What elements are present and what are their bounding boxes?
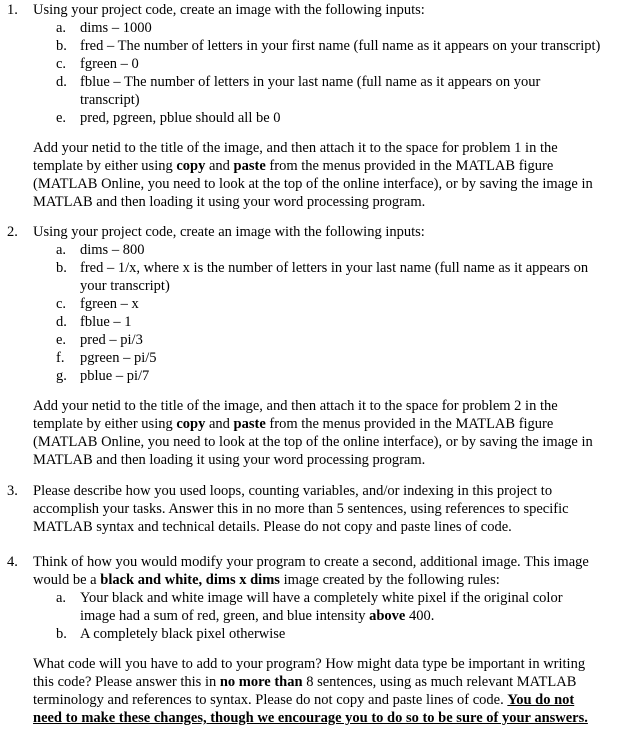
bold-term: no more than (219, 674, 303, 690)
question-line: Please describe how you used loops, counting variables, and/or indexing in this project to (33, 483, 553, 499)
instruction-line: this code? Please answer this in no more than 8 sentences, using as much relevant MATLAB (33, 674, 577, 690)
question-intro: Using your project code, create an image with the following inputs: (33, 2, 425, 18)
item-letter: g. (56, 368, 67, 384)
item-letter: c. (56, 56, 67, 72)
instruction-line: Add your netid to the title of the image, and then attach it to the space for problem 1 in the (33, 140, 558, 156)
item-letter: b. (56, 38, 67, 54)
bold-term: copy (176, 416, 206, 432)
item-letter: b. (56, 626, 67, 642)
instruction-line: What code will you have to add to your program? How might data type be important in writing (33, 656, 586, 672)
item-letter: d. (56, 74, 67, 90)
bold-term: black and white, dims x dims (100, 572, 280, 588)
bold-term: paste (233, 158, 266, 174)
bold-underlined-note: You do not (507, 692, 575, 708)
item-text: fgreen – 0 (80, 56, 139, 72)
instruction-line: template by either using copy and paste from the menus provided in the MATLAB figure (33, 416, 554, 432)
instruction-line: Add your netid to the title of the image, and then attach it to the space for problem 2 in the (33, 398, 558, 414)
item-text: fgreen – x (80, 296, 139, 312)
bold-term: above (369, 608, 406, 624)
item-text: pred, pgreen, pblue should all be 0 (80, 110, 281, 126)
item-text: fblue – The number of letters in your last name (full name as it appears on your (80, 74, 541, 90)
item-text: dims – 800 (80, 242, 145, 258)
instruction-line: MATLAB and then loading it using your word processing program. (33, 452, 426, 468)
question-number: 1. (7, 2, 18, 18)
item-letter: e. (56, 332, 67, 348)
instruction-line: (MATLAB Online, you need to look at the top of the online interface), or by saving the image in (33, 434, 593, 450)
instruction-line: MATLAB and then loading it using your word processing program. (33, 194, 426, 210)
instruction-line: (MATLAB Online, you need to look at the top of the online interface), or by saving the image in (33, 176, 593, 192)
item-text: fblue – 1 (80, 314, 132, 330)
item-text: pblue – pi/7 (80, 368, 150, 384)
question-line: Think of how you would modify your program to create a second, additional image. This image (33, 554, 589, 570)
item-letter: a. (56, 242, 67, 258)
item-text: pred – pi/3 (80, 332, 143, 348)
instruction-line: template by either using copy and paste from the menus provided in the MATLAB figure (33, 158, 554, 174)
item-text: fred – The number of letters in your first name (full name as it appears on your transcript) (80, 38, 601, 54)
question-number: 2. (7, 224, 18, 240)
bold-underlined-note: need to make these changes, though we encourage you to do so to be sure of your answers. (33, 710, 588, 726)
question-line: accomplish your tasks. Answer this in no more than 5 sentences, using references to specific (33, 501, 569, 517)
bold-term: copy (176, 158, 206, 174)
item-text-continued: image had a sum of red, green, and blue intensity above 400. (80, 608, 435, 624)
item-text: fred – 1/x, where x is the number of letters in your last name (full name as it appears on (80, 260, 589, 276)
item-text-continued: transcript) (80, 92, 140, 108)
item-text-continued: your transcript) (80, 278, 170, 294)
item-text: dims – 1000 (80, 20, 152, 36)
item-letter: d. (56, 314, 67, 330)
item-text: pgreen – pi/5 (80, 350, 157, 366)
question-number: 4. (7, 554, 18, 570)
instruction-line: terminology and references to syntax. Please do not copy and paste lines of code. You do not (33, 692, 575, 708)
item-letter: c. (56, 296, 67, 312)
item-letter: a. (56, 20, 67, 36)
item-text: Your black and white image will have a completely white pixel if the original color (80, 590, 563, 606)
item-letter: b. (56, 260, 67, 276)
instruction-line (33, 709, 588, 727)
item-text: A completely black pixel otherwise (80, 626, 286, 642)
question-intro: Using your project code, create an image with the following inputs: (33, 224, 425, 240)
item-letter: a. (56, 590, 67, 606)
question-number: 3. (7, 483, 18, 499)
question-line: would be a black and white, dims x dims image created by the following rules: (33, 572, 500, 588)
item-letter: f. (56, 350, 65, 366)
bold-term: paste (233, 416, 266, 432)
question-line: MATLAB syntax and technical details. Please do not copy and paste lines of code. (33, 519, 512, 535)
item-letter: e. (56, 110, 67, 126)
